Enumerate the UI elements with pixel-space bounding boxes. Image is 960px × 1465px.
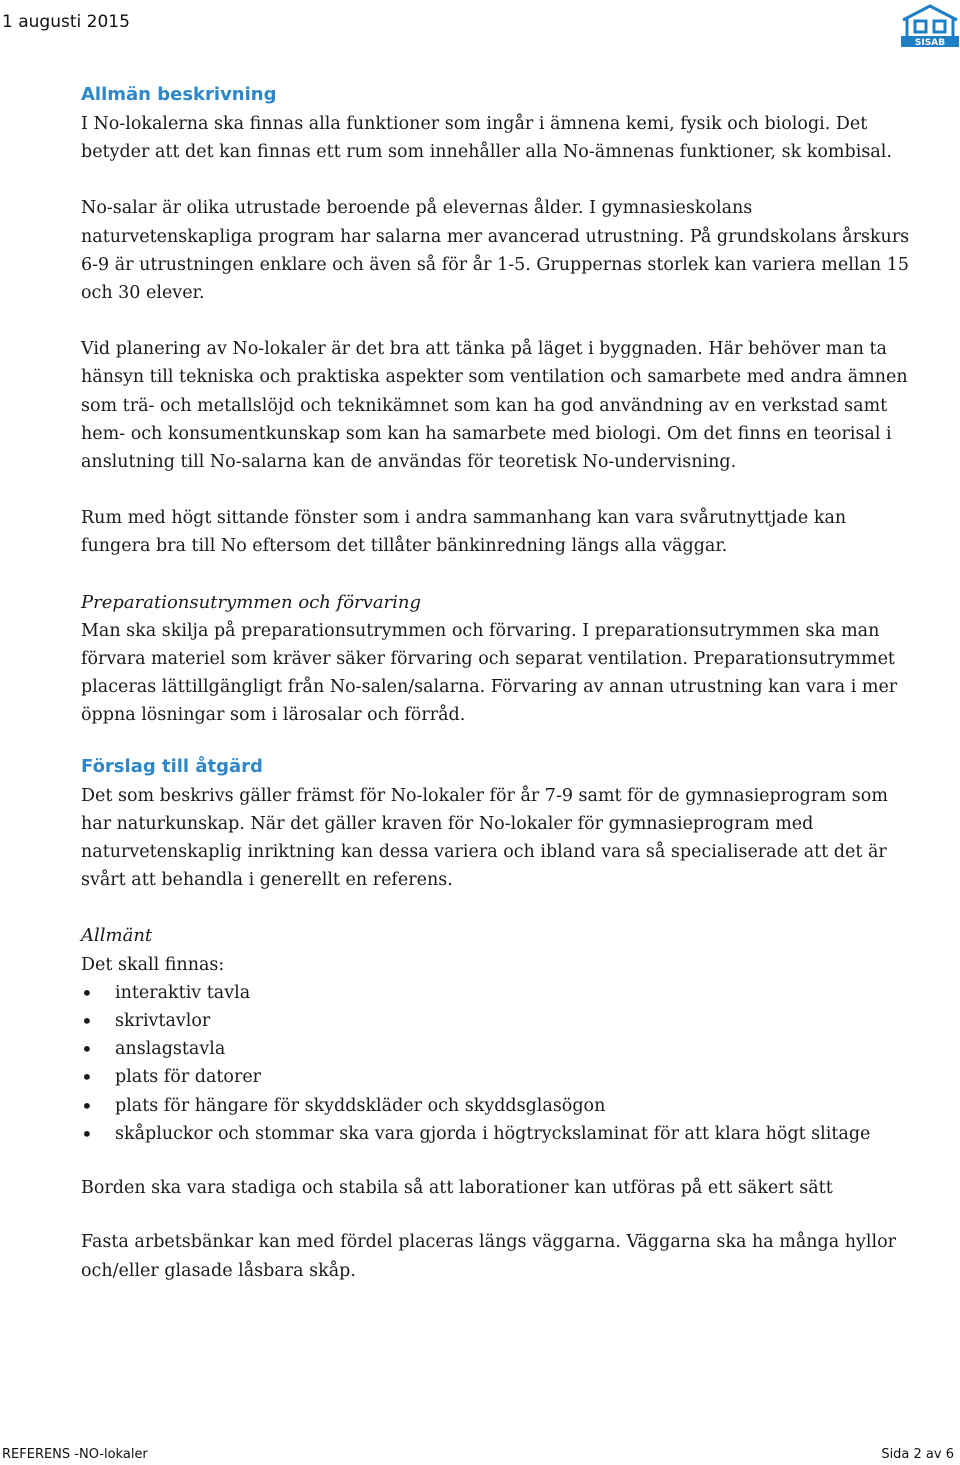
subheading-allmant: Allmänt (81, 925, 153, 947)
paragraph: Borden ska vara stadiga och stabila så att laborationer kan utföras på ett säkert sätt (81, 1178, 833, 1199)
footer-document-title: REFERENS -NO-lokaler (2, 1447, 148, 1462)
svg-text:SISAB: SISAB (914, 38, 946, 48)
paragraph: I No-lokalerna ska finnas alla funktioner som ingår i ämnena kemi, fysik och biologi. Det betyder att det kan finnas ett rum som innehåller alla No-ämnenas funktioner, sk kombisal. (81, 114, 892, 163)
paragraph: Man ska skilja på preparationsutrymmen och förvaring. I preparationsutrymmen ska man förvara materiel som kräver säker förvaring och separat ventilation. Preparationsutrymmet placeras lättillgängligt från No-salen/salarna. Förvaring av annan utrustning kan vara i mer öppna lösningar som i lärosalar och förråd. (81, 620, 898, 726)
footer-page-number: Sida 2 av 6 (881, 1447, 954, 1462)
paragraph: Fasta arbetsbänkar kan med fördel placeras längs väggarna. Väggarna ska ha många hyllor och/eller glasade låsbara skåp. (81, 1232, 896, 1281)
list-intro: Det skall finnas: (81, 954, 225, 975)
paragraph: No-salar är olika utrustade beroende på elevernas ålder. I gymnasieskolans naturvetenskapliga program har salarna mer avancerad utrustning. På grundskolans årskurs 6-9 är utrustningen enklare och även så för år 1-5. Gruppernas storlek kan variera mellan 15 och 30 elever. (81, 198, 910, 304)
list-item: • plats för hängare för skyddskläder och skyddsglasögon (81, 1092, 911, 1120)
document-body (81, 80, 911, 1285)
heading-forslag: Förslag till åtgärd (81, 755, 263, 777)
requirements-list (81, 979, 911, 1148)
list-item: • anslagstavla (81, 1035, 911, 1063)
subheading-preparation: Preparationsutrymmen och förvaring (81, 591, 422, 613)
sisab-logo (899, 2, 960, 48)
list-item: • skrivtavlor (81, 1007, 911, 1035)
list-item: • plats för datorer (81, 1063, 911, 1091)
heading-allman-beskrivning: Allmän beskrivning (81, 84, 277, 105)
paragraph: Det som beskrivs gäller främst för No-lokaler för år 7-9 samt för de gymnasieprogram som har naturkunskap. När det gäller kraven för No-lokaler för gymnasieprogram med naturvetenskaplig inriktning kan dessa variera och ibland vara så specialiserade att det är svårt att behandla i generellt en referens. (81, 785, 888, 891)
list-item: • skåpluckor och stommar ska vara gjorda i högtryckslaminat för att klara högt slitage (81, 1120, 911, 1148)
paragraph: Vid planering av No-lokaler är det bra att tänka på läget i byggnaden. Här behöver man ta hänsyn till tekniska och praktiska aspekter som ventilation och samarbete med andra ämnen som trä- och metallslöjd och teknikämnet som kan ha god användning av en verkstad samt hem- och konsumentkunskap som kan ha samarbete med biologi. Om det finns en teorisal i anslutning till No-salarna kan de användas för teoretisk No-undervisning. (81, 339, 908, 473)
list-item: • interaktiv tavla (81, 979, 911, 1007)
header-date: 1 augusti 2015 (2, 12, 130, 32)
paragraph: Rum med högt sittande fönster som i andra sammanhang kan vara svårutnyttjade kan fungera bra till No eftersom det tillåter bänkinredning längs alla väggar. (81, 508, 847, 557)
